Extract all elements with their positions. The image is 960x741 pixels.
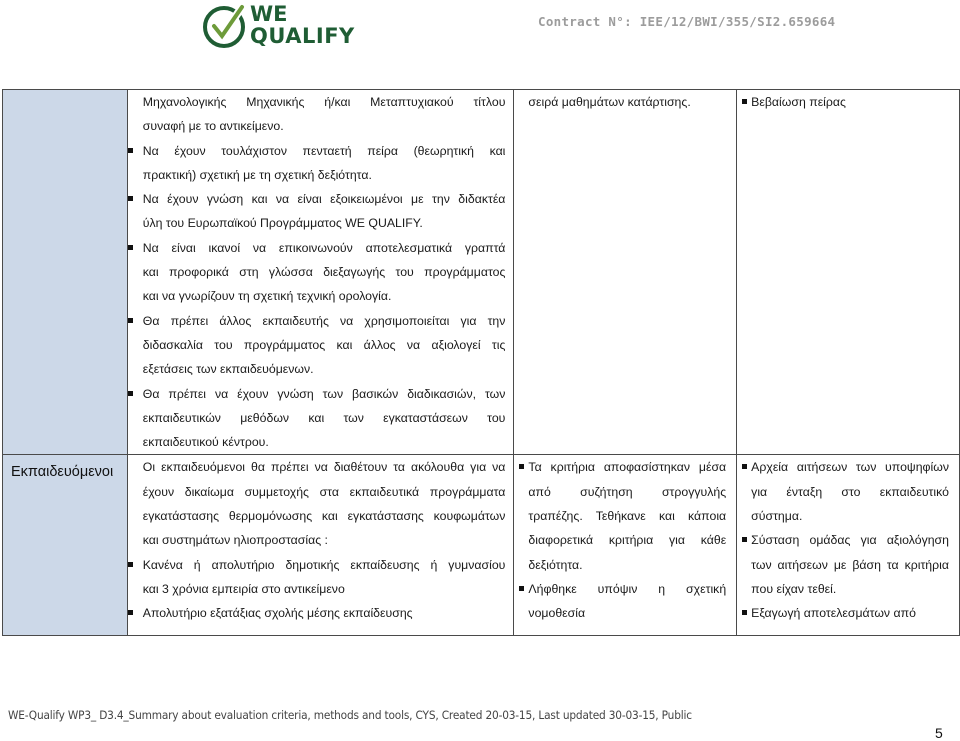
method-cell — [514, 90, 737, 455]
text-line: και προφορικά στη γλώσσα διεξαγωγής του προγράμματος — [142, 265, 506, 280]
contract-number: Contract N°: IEE/12/BWI/355/SI2.659664 — [538, 14, 836, 29]
text-line: από συζήτηση στρογγυλής — [528, 484, 727, 499]
text-line: έχουν δικαίωμα συμμετοχής στα εκπαιδευτικά προγράμματα — [142, 484, 506, 499]
text-line: διαφορετικά κριτήρια για κάθε — [528, 533, 727, 548]
cell-content — [514, 90, 736, 114]
text-line: Οι εκπαιδευόμενοι θα πρέπει να διαθέτουν τα ακόλουθα για να — [142, 460, 506, 475]
criteria-cell — [127, 90, 514, 455]
text-line: τραπέζης. Τεθήκανε και κάποια — [528, 509, 727, 524]
logo-line-2: QUALIFY — [250, 24, 355, 48]
cell-content — [128, 90, 514, 454]
text-line: δεξιότητα. — [528, 557, 583, 572]
text-line: των αιτήσεων με βάση τα κριτήρια — [751, 557, 949, 572]
text-line: εκπαιδευτικών μεθόδων και των εγκαταστάσεων του — [142, 410, 506, 425]
bullet-item-line: Λήφθηκε υπόψιν η σχετική — [528, 577, 726, 601]
row-header-label — [3, 90, 127, 99]
text-line: σύστημα. — [751, 509, 803, 524]
tools-cell — [737, 90, 960, 455]
bullet-item-line: Να είναι ικανοί να επικοινωνούν αποτελεσματικά γραπτά — [143, 236, 506, 260]
text-line: και συστημάτων ηλιοπροστασίας : — [142, 533, 328, 548]
text-line: συναφή με το αντικείμενο. — [142, 119, 284, 134]
cell-content — [737, 455, 959, 625]
footer-text: WE-Qualify WP3_ D3.4_Summary about evaluation criteria, methods and tools, CYS, Created 20-03-15, Last updated 30-03-15, Public — [8, 708, 692, 722]
cell-content — [737, 90, 959, 114]
bullet-item-line: Να έχουν γνώση και να είναι εξοικειωμένοι με την διδακτέα — [143, 187, 506, 211]
logo-wordmark — [250, 3, 355, 47]
logo-line-1: WE — [250, 2, 288, 26]
bullet-item-line: Εξαγωγή αποτελεσμάτων από — [751, 601, 949, 625]
bullet-item-line: Κανένα ή απολυτήριο δημοτικής εκπαίδευσης ή γυμνασίου — [143, 553, 506, 577]
text-line: σειρά μαθημάτων κατάρτισης. — [528, 95, 691, 109]
row-header-label: Εκπαιδευόμενοι — [11, 464, 114, 481]
we-qualify-logo — [202, 3, 362, 51]
text-line: πρακτική) σχετική με τη σχετική δεξιότητα. — [142, 167, 372, 182]
bullet-item-line: Θα πρέπει άλλος εκπαιδευτής να χρησιμοποιείται για την — [143, 309, 506, 333]
bullet-item-line: Αρχεία αιτήσεων των υποψηφίων — [751, 455, 949, 479]
table-row-trainees — [3, 455, 960, 636]
text-line: Μηχανολογικής Μηχανικής ή/και Μεταπτυχιακού τίτλου — [142, 95, 506, 109]
text-line: για ένταξη στο εκπαιδευτικό — [751, 484, 949, 499]
bullet-item-line: Βεβαίωση πείρας — [751, 90, 949, 114]
text-line: ύλη του Ευρωπαϊκού Προγράμματος WE QUALIFY. — [142, 216, 423, 231]
method-cell — [514, 455, 737, 636]
row-header-cell — [3, 455, 128, 636]
page-number: 5 — [935, 725, 943, 741]
text-line: νομοθεσία — [528, 606, 586, 621]
text-line: εγκατάστασης θερμομόνωσης και εγκατάστασης κουφωμάτων — [142, 509, 506, 524]
row-header-cell — [3, 90, 128, 455]
tools-cell — [737, 455, 960, 636]
bullet-item-line: Απολυτήριο εξατάξιας σχολής μέσης εκπαίδευσης — [143, 601, 506, 625]
criteria-cell — [127, 455, 514, 636]
bullet-item-line: Θα πρέπει να έχουν γνώση των βασικών διαδικασιών, των — [143, 382, 506, 406]
text-line: διδασκαλία του προγράμματος και άλλος να αξιολογεί τις — [142, 337, 506, 352]
checkmark-circle-icon — [202, 3, 248, 49]
cell-content — [128, 455, 514, 625]
text-line: εκπαιδευτικού κέντρου. — [142, 435, 269, 450]
cell-content — [514, 455, 736, 625]
text-line: και να γνωρίζουν τη σχετική τεχνική ορολογία. — [142, 289, 392, 304]
evaluation-table — [2, 89, 960, 636]
text-line: εξετάσεις των εκπαιδευόμενων. — [142, 362, 314, 377]
table-row-trainers — [3, 90, 960, 455]
bullet-item-line: Σύσταση ομάδας για αξιολόγηση — [751, 528, 949, 552]
bullet-item-line: Τα κριτήρια αποφασίστηκαν μέσα — [528, 455, 726, 479]
text-line: και 3 χρόνια εμπειρία στο αντικείμενο — [142, 581, 345, 596]
text-line: που είχαν τεθεί. — [751, 581, 837, 596]
bullet-item-line: Να έχουν τουλάχιστον πενταετή πείρα (θεωρητική και — [143, 139, 506, 163]
